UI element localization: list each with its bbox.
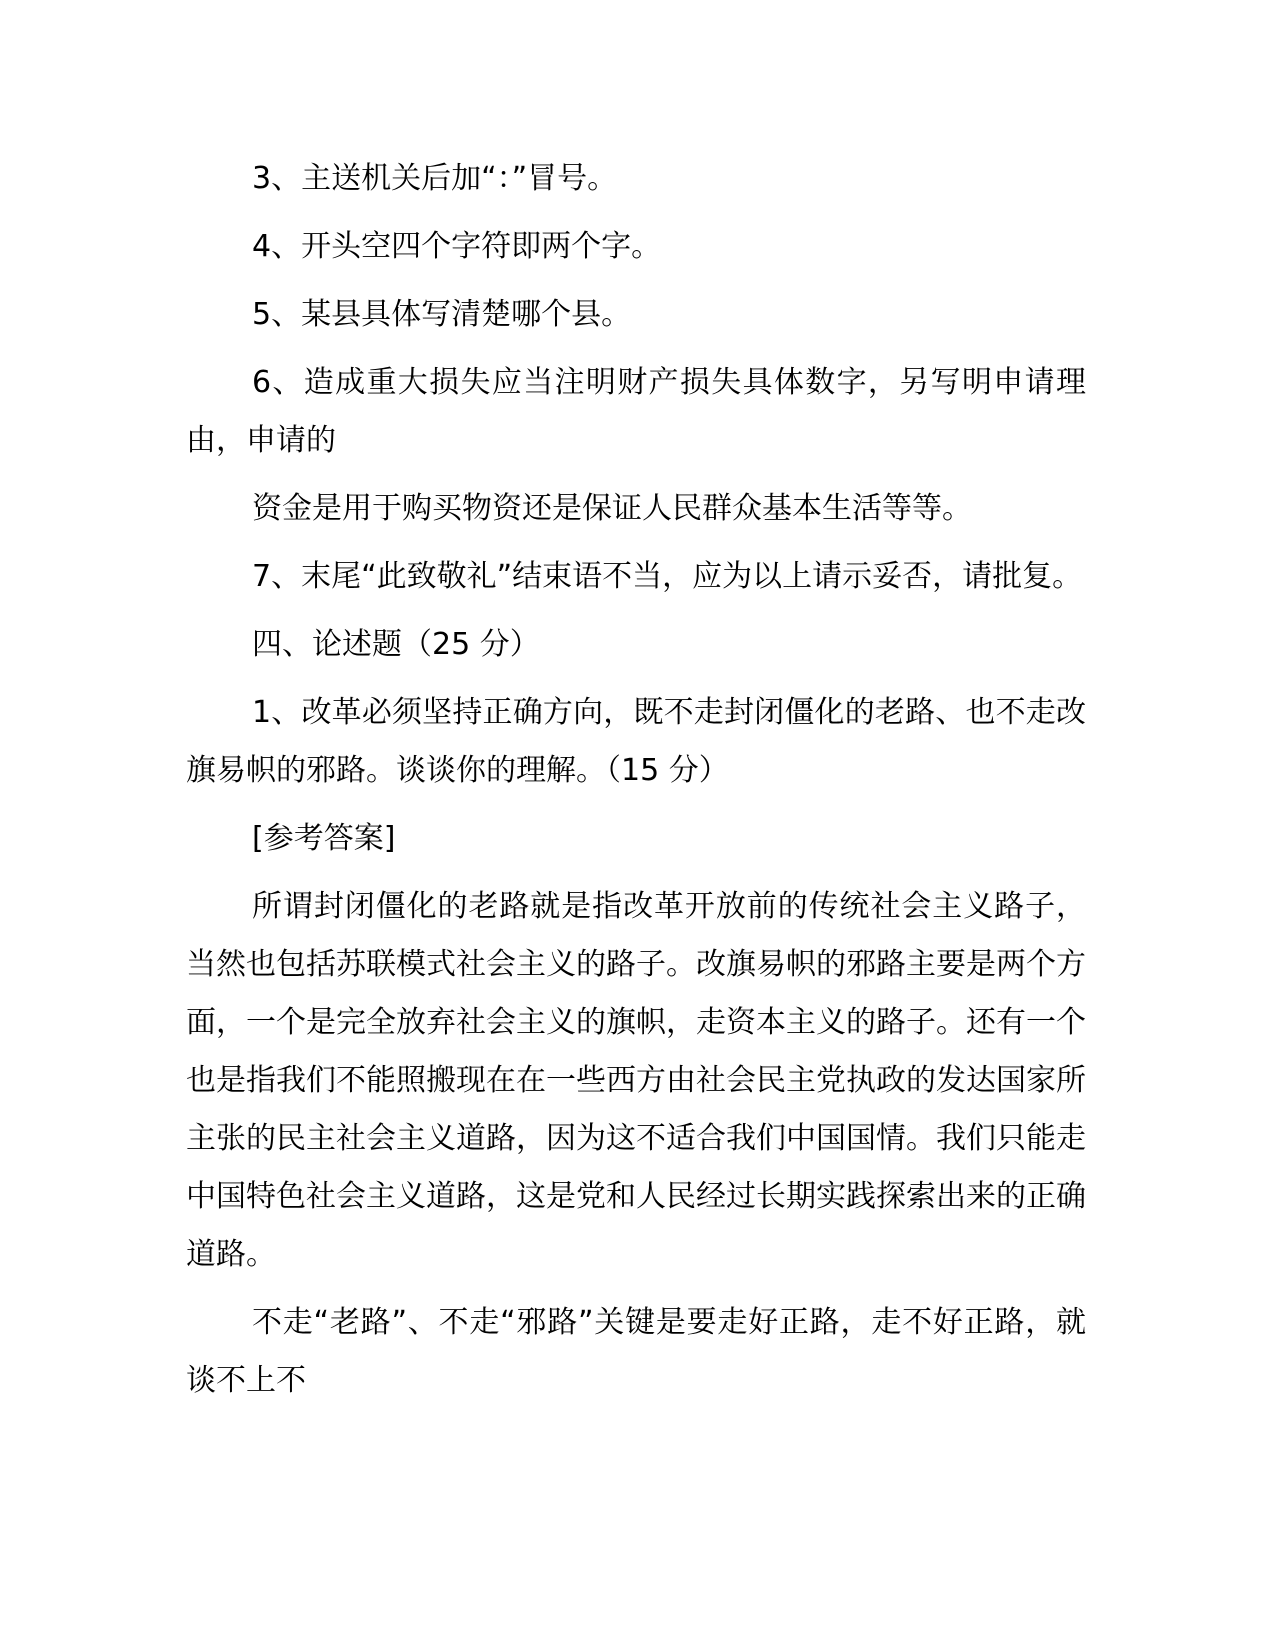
answer-paragraph-1: 所谓封闭僵化的老路就是指改革开放前的传统社会主义路子，当然也包括苏联模式社会主义的路子。改旗易帜的邪路主要是两个方面，一个是完全放弃社会主义的旗帜，走资本主义的路子。还有一个也是指我们不能照搬现在在一些西方由社会民主党执政的发达国家所主张的民主社会主义道路，因为这不适合我们中国国情。我们只能走中国特色社会主义道路，这是党和人民经过长期实践探索出来的正确道路。 [186,889,1086,1272]
document-body [186,150,1086,1420]
section-heading-essay: 四、论述题（25 分） [252,627,540,662]
paragraph-item-7: 7、末尾“此致敬礼”结束语不当，应为以上请示妥否，请批复。 [252,559,1083,594]
paragraph-item-6: 6、造成重大损失应当注明财产损失具体数字，另写明申请理由，申请的 [186,365,1086,458]
paragraph-item-3: 3、主送机关后加“：”冒号。 [252,161,618,196]
paragraph-item-4: 4、开头空四个字符即两个字。 [252,229,662,264]
paragraph-item-6-continued: 资金是用于购买物资还是保证人民群众基本生活等等。 [252,491,972,526]
question-1: 1、改革必须坚持正确方向，既不走封闭僵化的老路、也不走改旗易帜的邪路。谈谈你的理解。（15 分） [186,695,1086,788]
reference-answer-label: [参考答案] [252,821,396,856]
paragraph-item-5: 5、某县具体写清楚哪个县。 [252,297,632,332]
answer-paragraph-2: 不走“老路”、不走“邪路”关键是要走好正路，走不好正路，就谈不上不 [186,1305,1086,1398]
